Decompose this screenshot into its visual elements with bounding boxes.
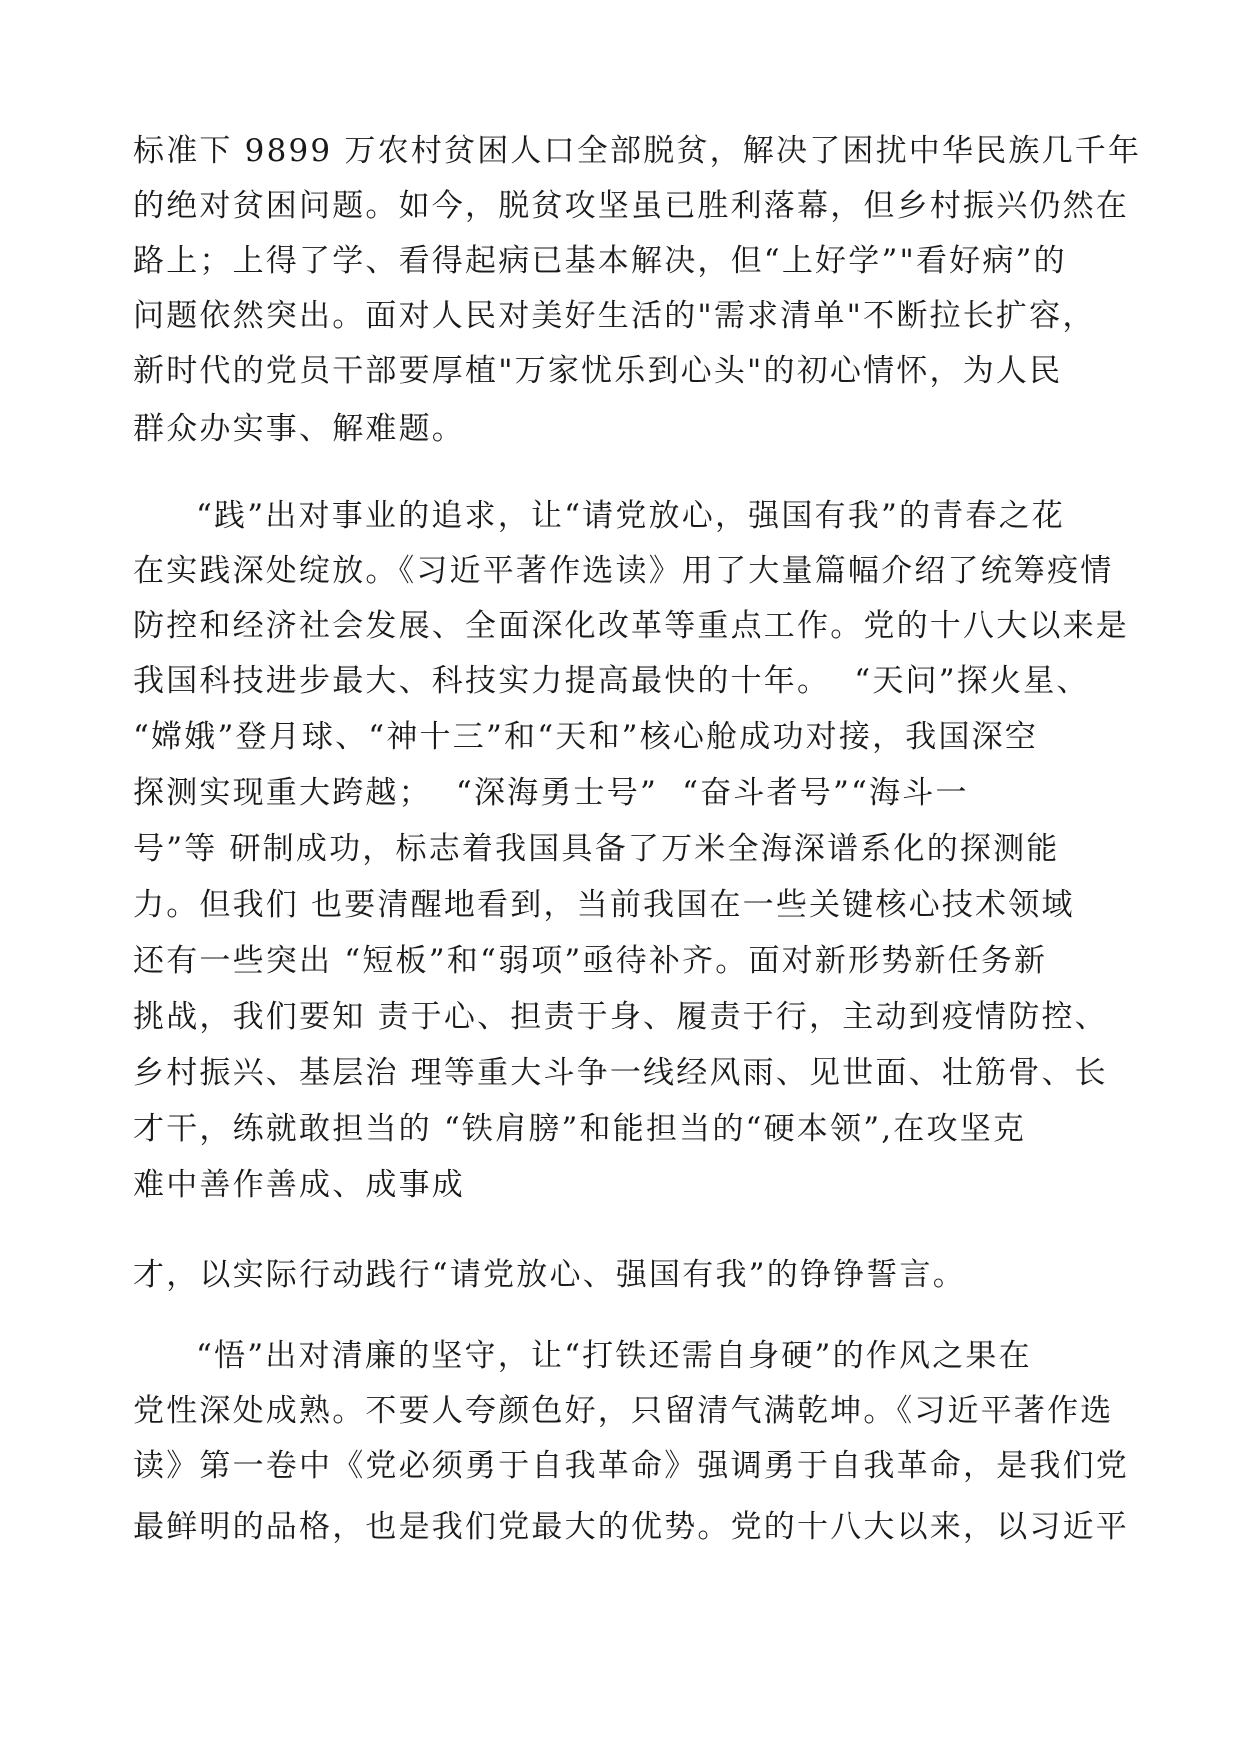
- text-line: 群众办实事、解难题。: [133, 411, 465, 447]
- text-line: 党性深处成熟。不要人夸颜色好，只留清气满乾坤。《习近平著作选: [133, 1393, 1114, 1429]
- text-line: 号”等 研制成功，标志着我国具备了万米全海深谱系化的探测能: [133, 831, 1060, 867]
- text-line: 乡村振兴、基层治 理等重大斗争一线经风雨、见世面、壮筋骨、长: [133, 1055, 1108, 1091]
- text-line: 路上；上得了学、看得起病已基本解决，但“上好学”"看好病”的: [133, 243, 1067, 279]
- text-line: 防控和经济社会发展、全面深化改革等重点工作。党的十八大以来是: [133, 608, 1129, 644]
- text-line: 在实践深处绽放。《习近平著作选读》用了大量篇幅介绍了统筹疫情: [133, 553, 1114, 589]
- text-line: 标准下 9899 万农村贫困人口全部脱贫，解决了困扰中华民族几千年: [133, 133, 1142, 169]
- text-line: 问题依然突出。面对人民对美好生活的"需求清单"不断拉长扩容，: [133, 298, 1096, 334]
- text-line: 才干，练就敢担当的 “铁肩膀”和能担当的“硬本领”,在攻坚克: [133, 1111, 1027, 1147]
- text-line: 读》第一卷中《党必须勇于自我革命》强调勇于自我革命，是我们党: [133, 1448, 1129, 1484]
- text-line: 我国科技进步最大、科技实力提高最快的十年。 “天问”探火星、: [133, 663, 1090, 699]
- text-line: 力。但我们 也要清醒地看到，当前我国在一些关键核心技术领域: [133, 887, 1075, 923]
- paragraph-first-line: “悟”出对清廉的坚守，让“打铁还需自身硬”的作风之果在: [196, 1338, 1032, 1374]
- text-line: 的绝对贫困问题。如今，脱贫攻坚虽已胜利落幕，但乡村振兴仍然在: [133, 188, 1129, 224]
- text-line: 探测实现重大跨越； “深海勇士号” “奋斗者号”“海斗一: [133, 775, 969, 811]
- text-line: 难中善作善成、成事成: [133, 1167, 465, 1203]
- text-line: 最鲜明的品格，也是我们党最大的优势。党的十八大以来，以习近平: [133, 1509, 1129, 1545]
- text-line: 还有一些突出 “短板”和“弱项”亟待补齐。面对新形势新任务新: [133, 943, 1048, 979]
- text-line: 新时代的党员干部要厚植"万家忧乐到心头"的初心情怀，为人民: [133, 353, 1063, 389]
- text-line: 才，以实际行动践行“请党放心、强国有我”的铮铮誓言。: [133, 1257, 966, 1293]
- paragraph-first-line: “践”出对事业的追求，让“请党放心，强国有我”的青春之花: [196, 498, 1065, 534]
- text-line: “嫦娥”登月球、“神十三”和“天和”核心舱成功对接，我国深空: [133, 719, 1039, 755]
- text-line: 挑战，我们要知 责于心、担责于身、履责于行，主动到疫情防控、: [133, 999, 1108, 1035]
